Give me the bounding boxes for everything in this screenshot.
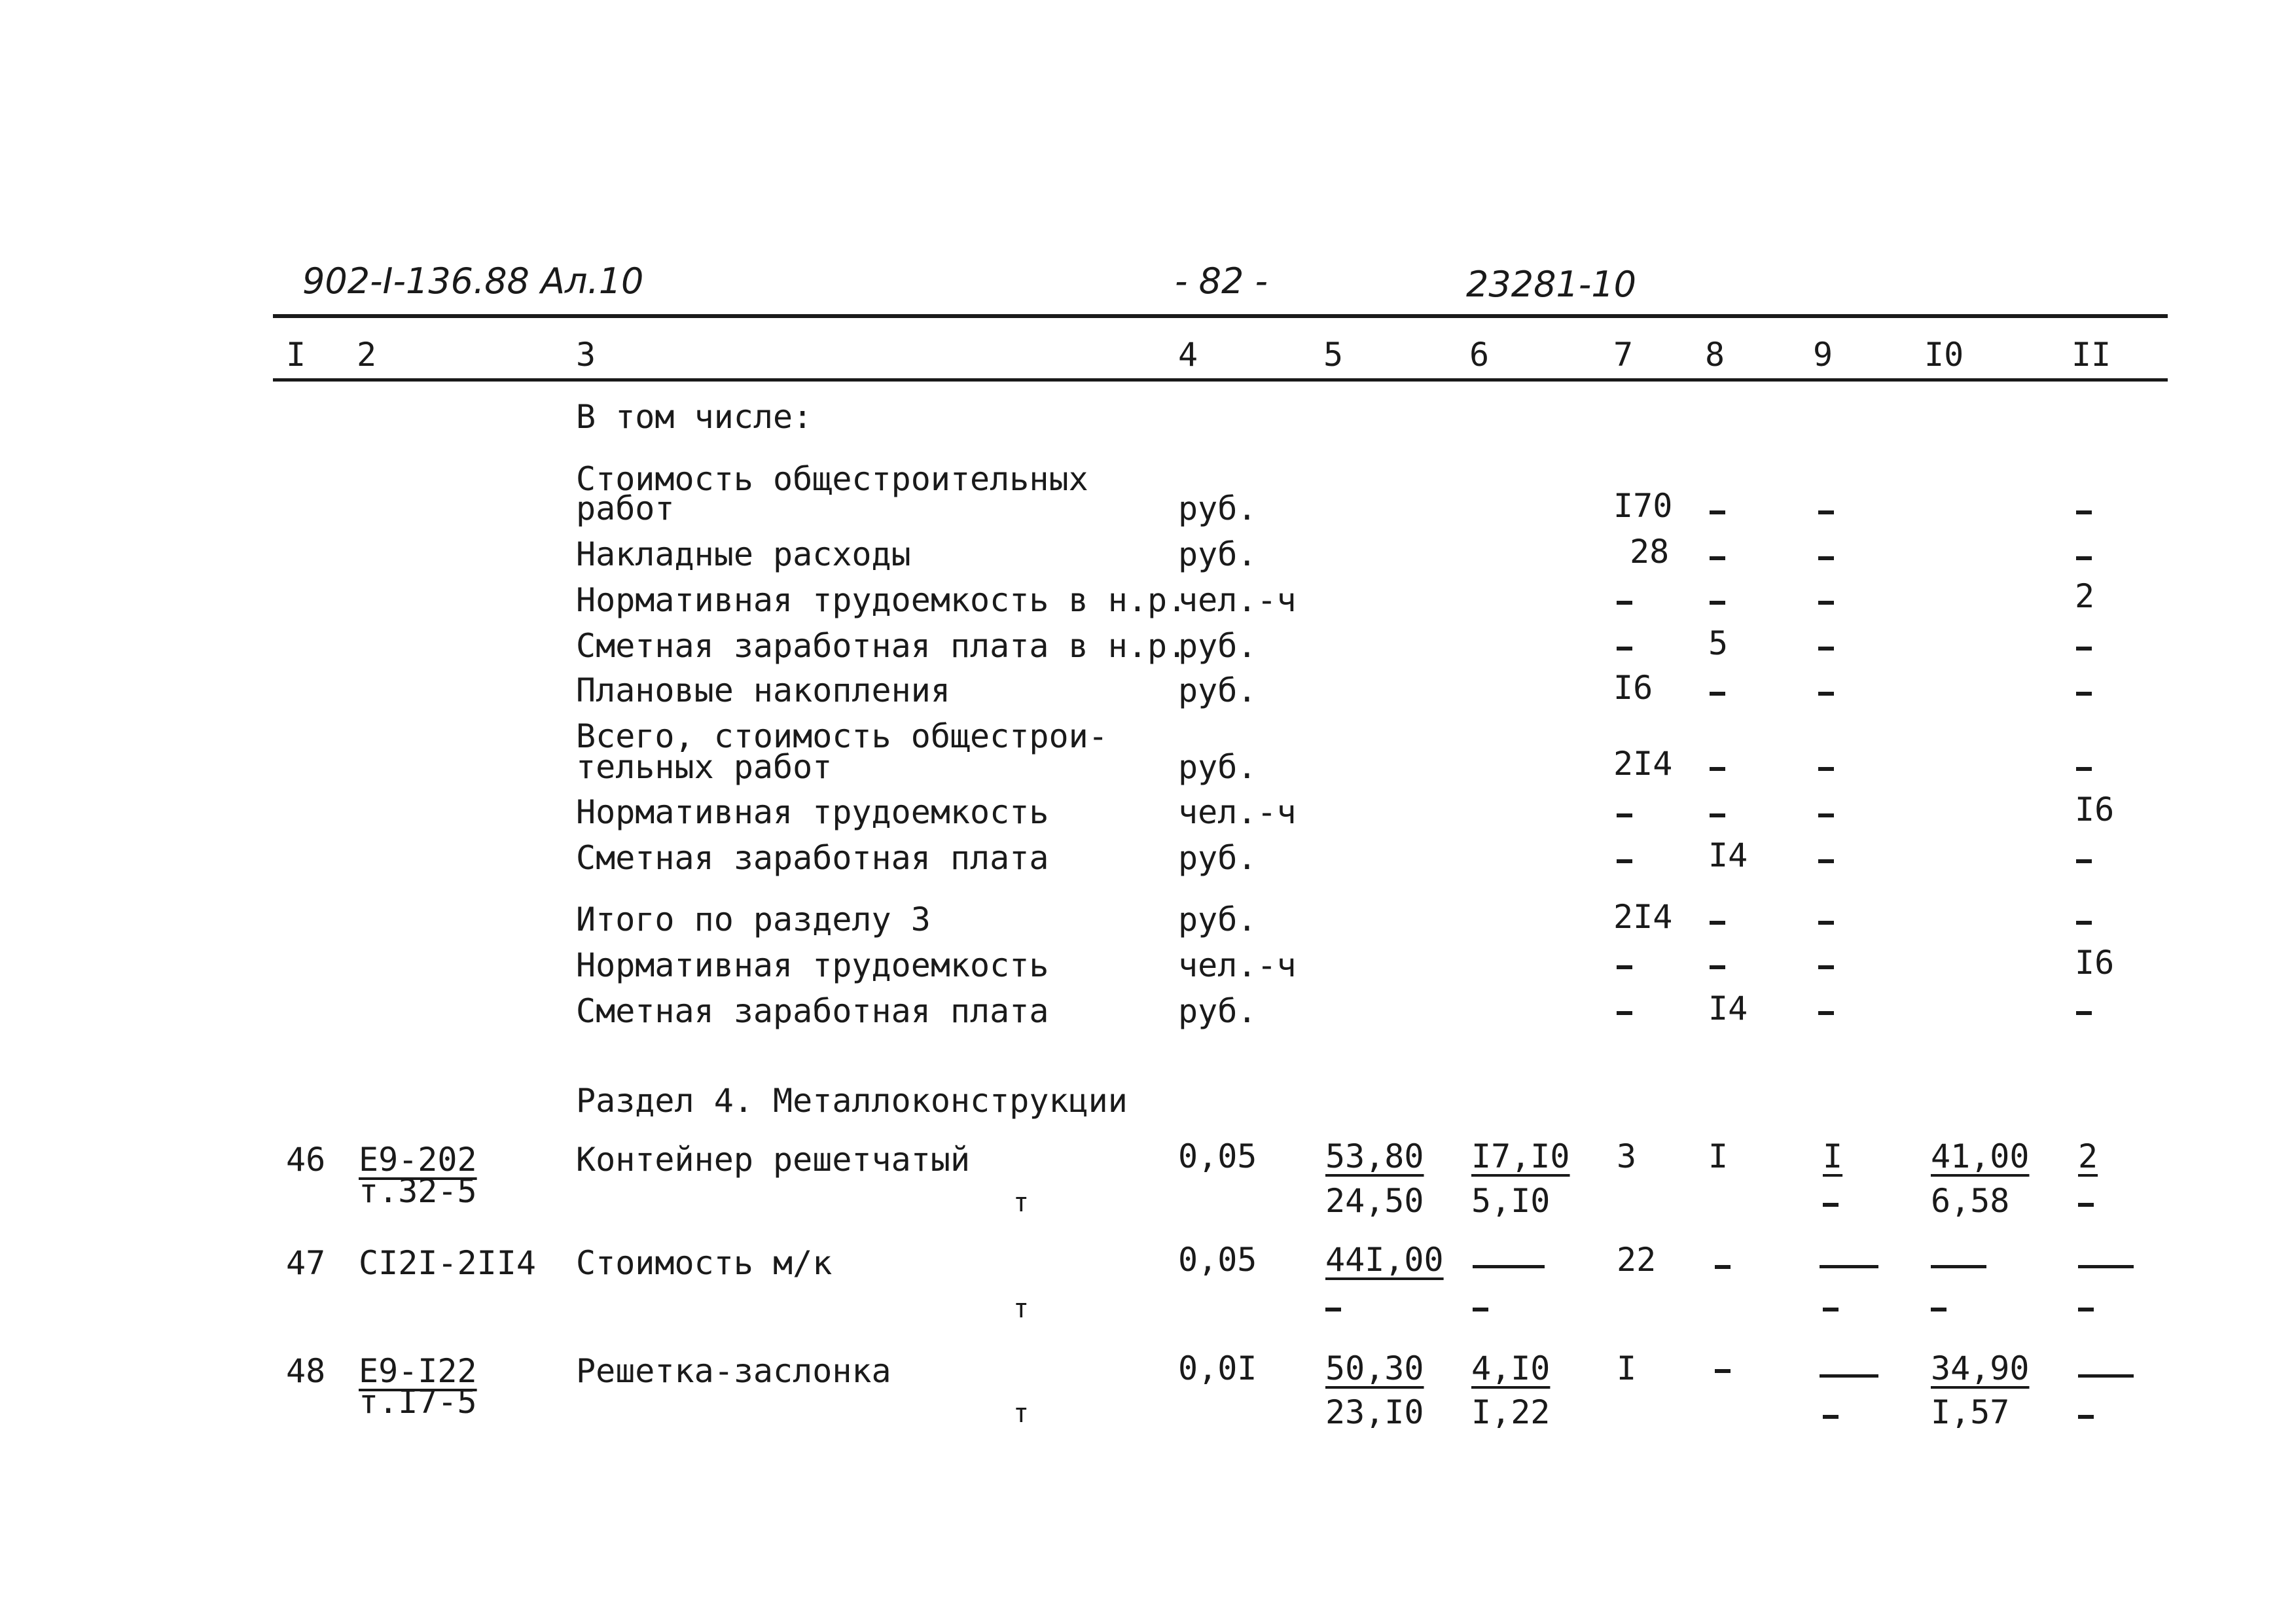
- empty-cell-dash: [1715, 1265, 1731, 1269]
- empty-cell-dash: [1710, 921, 1725, 925]
- summary-unit: руб.: [1178, 901, 1257, 938]
- summary-unit: чел.-ч: [1178, 581, 1297, 619]
- empty-cell-dash: [1818, 921, 1834, 925]
- empty-cell-dash: [1818, 1011, 1834, 1015]
- empty-cell-dash: [1818, 965, 1834, 969]
- item-c7: 22: [1617, 1241, 1657, 1279]
- summary-c8: I4: [1708, 990, 1748, 1027]
- summary-c7: I70: [1613, 487, 1673, 525]
- summary-unit: чел.-ч: [1178, 946, 1297, 984]
- item-code-table: т.32-5: [359, 1172, 477, 1210]
- column-header-4: 4: [1178, 336, 1198, 374]
- column-header-6: 6: [1469, 336, 1490, 374]
- empty-cell-dash: [1818, 510, 1834, 514]
- summary-label: Сметная заработная плата: [576, 992, 1049, 1030]
- empty-cell-dash: [2076, 921, 2092, 925]
- empty-cell-dash: [2078, 1203, 2094, 1207]
- item-c5-bottom: 24,50: [1325, 1182, 1424, 1220]
- empty-cell-dash: [1818, 556, 1834, 560]
- empty-cell-dash: [1617, 1011, 1632, 1015]
- summary-unit: руб.: [1178, 671, 1257, 709]
- item-c10-bottom: 6,58: [1931, 1182, 2010, 1220]
- item-c7: 3: [1617, 1137, 1637, 1175]
- empty-cell-dash: [1473, 1265, 1545, 1268]
- empty-cell-dash: [1710, 813, 1725, 817]
- empty-cell-dash: [2076, 859, 2092, 863]
- summary-label: Сметная заработная плата в н.р.: [576, 627, 1187, 665]
- summary-c7: 2I4: [1613, 898, 1673, 936]
- column-header-5: 5: [1323, 336, 1344, 374]
- item-c6-top: 4,I0: [1471, 1349, 1551, 1387]
- empty-cell-dash: [1820, 1374, 1878, 1378]
- empty-cell-dash: [1818, 767, 1834, 771]
- item-c6-bottom: 5,I0: [1471, 1182, 1551, 1220]
- item-c11: 2: [2078, 1137, 2098, 1175]
- column-header-1: I: [286, 336, 306, 374]
- item-qty: 0,05: [1178, 1137, 1257, 1175]
- item-c10-bottom: I,57: [1931, 1393, 2010, 1431]
- empty-cell-dash: [1823, 1308, 1839, 1311]
- item-c6-bottom: I,22: [1471, 1393, 1551, 1431]
- empty-cell-dash: [1710, 510, 1725, 514]
- column-header-11: II: [2072, 336, 2111, 374]
- summary-label-cont: тельных работ: [576, 748, 833, 786]
- summary-label-cont: работ: [576, 490, 675, 527]
- column-header-8: 8: [1705, 336, 1725, 374]
- summary-label: Стоимость общестроительных: [576, 460, 1088, 498]
- item-c5-top: 44I,00: [1325, 1241, 1444, 1279]
- empty-cell-dash: [1818, 601, 1834, 605]
- item-c5-bottom: 23,I0: [1325, 1393, 1424, 1431]
- item-code-table: т.I7-5: [359, 1383, 477, 1421]
- doc-code: 902-I-136.88 Ал.10: [302, 260, 644, 302]
- summary-c8: 5: [1708, 624, 1729, 662]
- summary-c7: 28: [1630, 533, 1670, 571]
- empty-cell-dash: [2076, 1011, 2092, 1015]
- item-number: 47: [286, 1244, 326, 1282]
- top-rule: [273, 314, 2168, 318]
- summary-unit: руб.: [1178, 627, 1257, 665]
- empty-cell-dash: [2076, 767, 2092, 771]
- summary-label: Накладные расходы: [576, 535, 911, 573]
- empty-cell-dash: [1710, 601, 1725, 605]
- empty-cell-dash: [1617, 965, 1632, 969]
- empty-cell-dash: [1818, 859, 1834, 863]
- item-c10-top: 41,00: [1931, 1137, 2030, 1175]
- empty-cell-dash: [1823, 1415, 1839, 1419]
- summary-label: Плановые накопления: [576, 671, 950, 709]
- summary-unit: руб.: [1178, 748, 1257, 786]
- item-c9: I: [1823, 1137, 1843, 1175]
- empty-cell-dash: [1931, 1308, 1946, 1311]
- summary-label: Нормативная трудоемкость в н.р.: [576, 581, 1187, 619]
- empty-cell-dash: [1818, 692, 1834, 696]
- summary-c8: I4: [1708, 836, 1748, 874]
- empty-cell-dash: [1617, 813, 1632, 817]
- item-unit-t: т: [1013, 1294, 1030, 1324]
- item-c5-top: 53,80: [1325, 1137, 1424, 1175]
- summary-label: Нормативная трудоемкость: [576, 793, 1049, 831]
- summary-c11: I6: [2075, 791, 2115, 829]
- item-c10-top: 34,90: [1931, 1349, 2030, 1387]
- summary-c7: 2I4: [1613, 745, 1673, 783]
- section-4-title: Раздел 4. Металлоконструкции: [576, 1082, 1128, 1120]
- empty-cell-dash: [1931, 1265, 1986, 1268]
- doc-number: 23281-10: [1466, 264, 1636, 305]
- empty-cell-dash: [1710, 556, 1725, 560]
- empty-cell-dash: [1710, 767, 1725, 771]
- item-code: Е9-202: [359, 1141, 477, 1179]
- item-number: 48: [286, 1352, 326, 1390]
- empty-cell-dash: [2078, 1265, 2134, 1268]
- empty-cell-dash: [1820, 1265, 1878, 1268]
- empty-cell-dash: [2076, 510, 2092, 514]
- item-code: СI2I-2II4: [359, 1244, 536, 1282]
- column-header-7: 7: [1613, 336, 1634, 374]
- empty-cell-dash: [1823, 1203, 1839, 1207]
- summary-c11: I6: [2075, 944, 2115, 982]
- column-header-9: 9: [1813, 336, 1833, 374]
- summary-unit: руб.: [1178, 535, 1257, 573]
- header-bottom-rule: [273, 378, 2168, 382]
- summary-label: Нормативная трудоемкость: [576, 946, 1049, 984]
- item-qty: 0,05: [1178, 1241, 1257, 1279]
- empty-cell-dash: [2076, 647, 2092, 651]
- empty-cell-dash: [1710, 692, 1725, 696]
- item-c6-top: I7,I0: [1471, 1137, 1570, 1175]
- summary-unit: руб.: [1178, 490, 1257, 527]
- item-number: 46: [286, 1141, 326, 1179]
- page-number: - 82 -: [1175, 260, 1268, 302]
- summary-c11: 2: [2075, 577, 2095, 615]
- empty-cell-dash: [2078, 1308, 2094, 1311]
- empty-cell-dash: [2076, 692, 2092, 696]
- item-unit-t: т: [1013, 1188, 1030, 1218]
- summary-unit: чел.-ч: [1178, 793, 1297, 831]
- item-name: Контейнер решетчатый: [576, 1141, 971, 1179]
- summary-label: Итого по разделу 3: [576, 901, 931, 938]
- section-intro: В том числе:: [576, 398, 813, 436]
- empty-cell-dash: [1710, 965, 1725, 969]
- summary-unit: руб.: [1178, 839, 1257, 877]
- summary-unit: руб.: [1178, 992, 1257, 1030]
- item-name: Решетка-заслонка: [576, 1352, 891, 1390]
- empty-cell-dash: [1617, 601, 1632, 605]
- empty-cell-dash: [1818, 813, 1834, 817]
- empty-cell-dash: [1617, 647, 1632, 651]
- item-unit-t: т: [1013, 1399, 1030, 1429]
- column-header-2: 2: [357, 336, 377, 374]
- column-header-10: I0: [1924, 336, 1964, 374]
- item-c8: I: [1708, 1137, 1729, 1175]
- empty-cell-dash: [1818, 647, 1834, 651]
- item-name: Стоимость м/к: [576, 1244, 833, 1282]
- empty-cell-dash: [1325, 1308, 1341, 1311]
- item-c5-top: 50,30: [1325, 1349, 1424, 1387]
- item-code: Е9-I22: [359, 1352, 477, 1390]
- column-header-3: 3: [576, 336, 596, 374]
- summary-label: Всего, стоимость общестрои-: [576, 717, 1108, 755]
- empty-cell-dash: [2078, 1374, 2134, 1378]
- item-qty: 0,0I: [1178, 1349, 1257, 1387]
- empty-cell-dash: [2076, 556, 2092, 560]
- empty-cell-dash: [1617, 859, 1632, 863]
- summary-label: Сметная заработная плата: [576, 839, 1049, 877]
- empty-cell-dash: [1715, 1369, 1731, 1373]
- empty-cell-dash: [1473, 1308, 1488, 1311]
- summary-c7: I6: [1613, 669, 1653, 707]
- empty-cell-dash: [2078, 1415, 2094, 1419]
- item-c7: I: [1617, 1349, 1637, 1387]
